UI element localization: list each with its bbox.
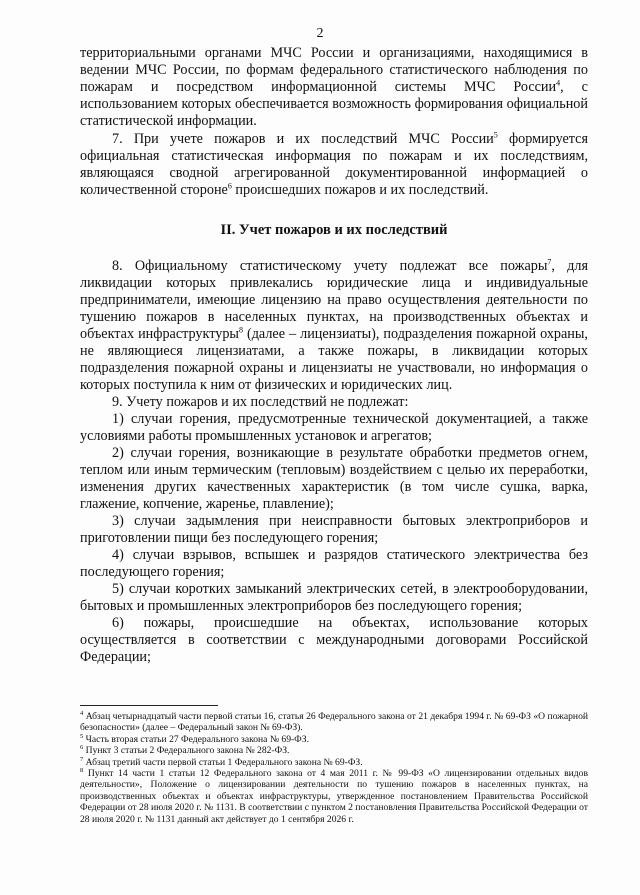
footnote: [80, 734, 588, 745]
footnote-ref-4: 4: [556, 78, 561, 88]
footnote-separator: [80, 705, 218, 706]
footnote-number: 4: [80, 709, 84, 717]
footnote-text: Абзац четырнадцатый части первой статьи 16, статья 26 Федерального закона от 21 декабря 1994 г. № 69-ФЗ «О пожарной безопасности» (далее – Федеральный закон № 69-ФЗ).: [80, 711, 588, 734]
paragraph-text: , для ликвидации которых привлекались юридические лица и индивидуальные предприниматели, имеющие лицензию на право осуществления деятельности по тушению пожаров в населенных пунктах, на производственных объектах и объектах инфраструктуры: [80, 258, 589, 342]
list-item: 5) случаи коротких замыканий электрических сетей, в электрооборудовании, бытовых и промышленных электроприборов без последующего горения;: [80, 581, 588, 614]
footnote-ref-6: 6: [227, 181, 232, 191]
footnote-text: Абзац третий части первой статьи 1 Федерального закона № 69-ФЗ.: [83, 756, 363, 768]
footnote: [80, 745, 588, 756]
footnotes: [80, 711, 588, 825]
paragraph-text: формируется официальная статистическая информация по пожарам и их последствиям, являющаяся сводной агрегированной документированной информацией о количественной стороне: [80, 131, 588, 198]
footnote: [80, 768, 588, 825]
footnote-number: 6: [80, 744, 84, 752]
section-heading: II. Учет пожаров и их последствий: [220, 222, 448, 238]
footnote-ref-7: 7: [547, 257, 552, 267]
document-body: [80, 45, 588, 666]
footnote-number: 7: [80, 755, 84, 763]
list-item: 1) случаи горения, предусмотренные технической документацией, а также условиями работы промышленных установок и агрегатов;: [80, 411, 588, 444]
footnote-number: 8: [80, 766, 84, 774]
footnote-ref-8: 8: [238, 325, 243, 335]
footnote: [80, 757, 588, 768]
page-number: 2: [316, 26, 324, 41]
paragraph-continuation: [80, 45, 588, 130]
paragraph-text: 7. При учете пожаров и их последствий МЧС России: [112, 131, 494, 147]
paragraph-9: 9. Учету пожаров и их последствий не подлежат:: [112, 394, 409, 410]
list-item: 4) случаи взрывов, вспышек и разрядов статического электричества без последующего горения;: [80, 547, 588, 580]
list-item: 6) пожары, происшедшие на объектах, использование которых осуществляется в соответствии с международными договорами Российской Федерации;: [80, 615, 588, 665]
paragraph-text: 8. Официальному статистическому учету подлежат все пожары: [112, 258, 548, 274]
list-item: 3) случаи задымления при неисправности бытовых электроприборов и приготовлении пищи без последующего горения;: [80, 513, 588, 546]
footnote-number: 5: [80, 732, 84, 740]
paragraph-7: [80, 131, 588, 199]
footnote-ref-5: 5: [493, 130, 498, 140]
paragraph-text: территориальными органами МЧС России и организациями, находящимися в ведении МЧС России, по формам федерального статистического наблюдения по пожарам и посредством информационной системы МЧС России: [80, 45, 588, 95]
footnote: [80, 711, 588, 734]
footnote-text: Часть вторая статьи 27 Федерального закона № 69-ФЗ.: [83, 733, 309, 745]
paragraph-text: (далее – лицензиаты), подразделения пожарной охраны, не являющиеся лицензиатами, а также пожары, в ликвидации которых подразделения пожарной охраны и лицензиаты не участвовали, но информация о которых поступила к ним от физических и юридических лиц.: [80, 326, 588, 393]
paragraph-text: происшедших пожаров и их последствий.: [231, 182, 489, 198]
footnote-text: Пункт 14 части 1 статьи 12 Федерального закона от 4 мая 2011 г. № 99-ФЗ «О лицензировании отдельных видов деятельности», Положение о лицензировании деятельности по тушению пожаров в населенных пунктах, на производственных объектах и объектах инфраструктуры, утвержденное постановлением Правительства Российской Федерации от 28 июля 2020 г. № 1131. В соответствии с пунктом 2 постановления Правительства Российской Федерации от 28 июля 2020 г. № 1131 данный акт действует до 1 сентября 2026 г.: [80, 768, 588, 825]
paragraph-8: [80, 258, 588, 394]
paragraph-text: , с использованием которых обеспечивается возможность формирования официальной статистической информации.: [80, 79, 588, 129]
list-item: 2) случаи горения, возникающие в результате обработки предметов огнем, теплом или иным термическим (тепловым) воздействием с целью их переработки, изменения других качественных характеристик (в том числе сушка, варка, глажение, копчение, жаренье, плавление);: [80, 445, 588, 512]
footnote-text: Пункт 3 статьи 2 Федерального закона № 282-ФЗ.: [83, 745, 290, 757]
